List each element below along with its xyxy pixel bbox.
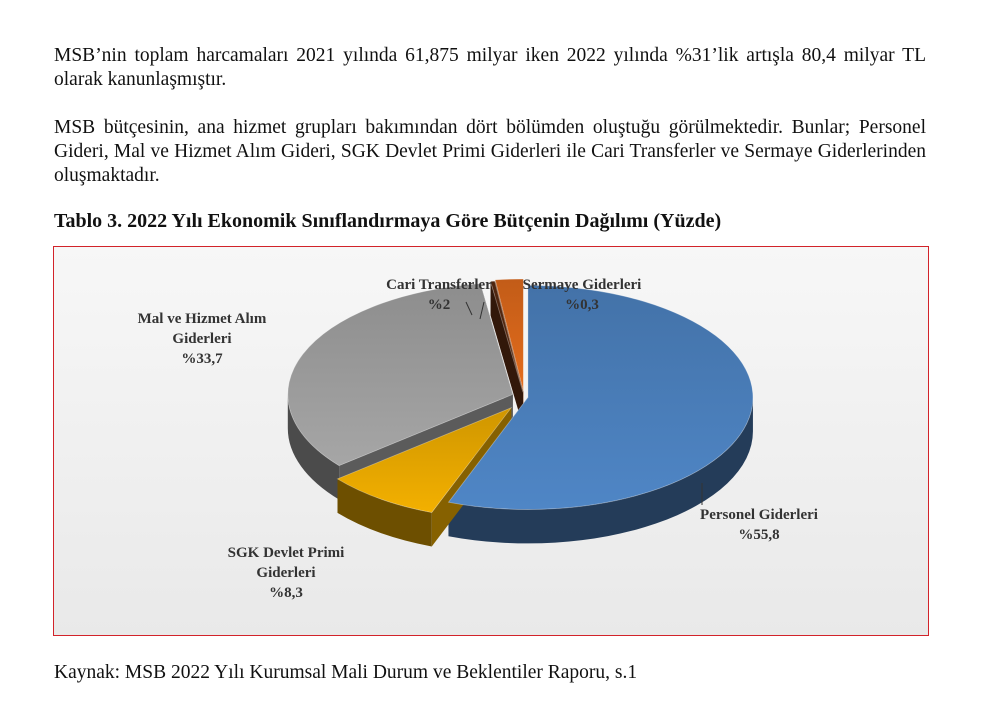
intro-paragraph-2: MSB bütçesinin, ana hizmet grupları bakımından dört bölümden oluştuğu görülmektedir. Bunlar; Personel Gideri, Mal ve Hizmet Alım Gideri, SGK Devlet Primi Giderleri ile Cari Transferler ve Sermaye Giderlerinden oluşmaktadır. [54, 117, 926, 186]
slice-pct-2: %33,7 [181, 351, 223, 367]
table-caption: Tablo 3. 2022 Yılı Ekonomik Sınıflandırmaya Göre Bütçenin Dağılımı (Yüzde) [54, 210, 722, 232]
slice-label-2: Mal ve Hizmet Alım [137, 311, 267, 327]
chart-frame [53, 246, 929, 636]
slice-pct-3: %0,3 [565, 297, 599, 313]
slice-pct-4: %2 [427, 297, 451, 313]
slice-label-3: Sermaye Giderleri [522, 277, 642, 293]
slice-label-0: Personel Giderleri [700, 507, 818, 523]
slice-label-2: Giderleri [172, 331, 232, 347]
slice-label-1: SGK Devlet Primi [227, 545, 345, 561]
intro-paragraph-1: MSB’nin toplam harcamaları 2021 yılında 61,875 milyar iken 2022 yılında %31’lik artışla 80,4 milyar TL olarak kanunlaşmıştır. [54, 45, 926, 90]
slice-label-4: Cari Transferler [386, 277, 492, 293]
slice-pct-1: %8,3 [269, 585, 303, 601]
pie-chart [54, 247, 930, 637]
slice-pct-0: %55,8 [738, 527, 780, 543]
slice-label-1: Giderleri [256, 565, 316, 581]
source-note: Kaynak: MSB 2022 Yılı Kurumsal Mali Durum ve Beklentiler Raporu, s.1 [54, 662, 638, 683]
